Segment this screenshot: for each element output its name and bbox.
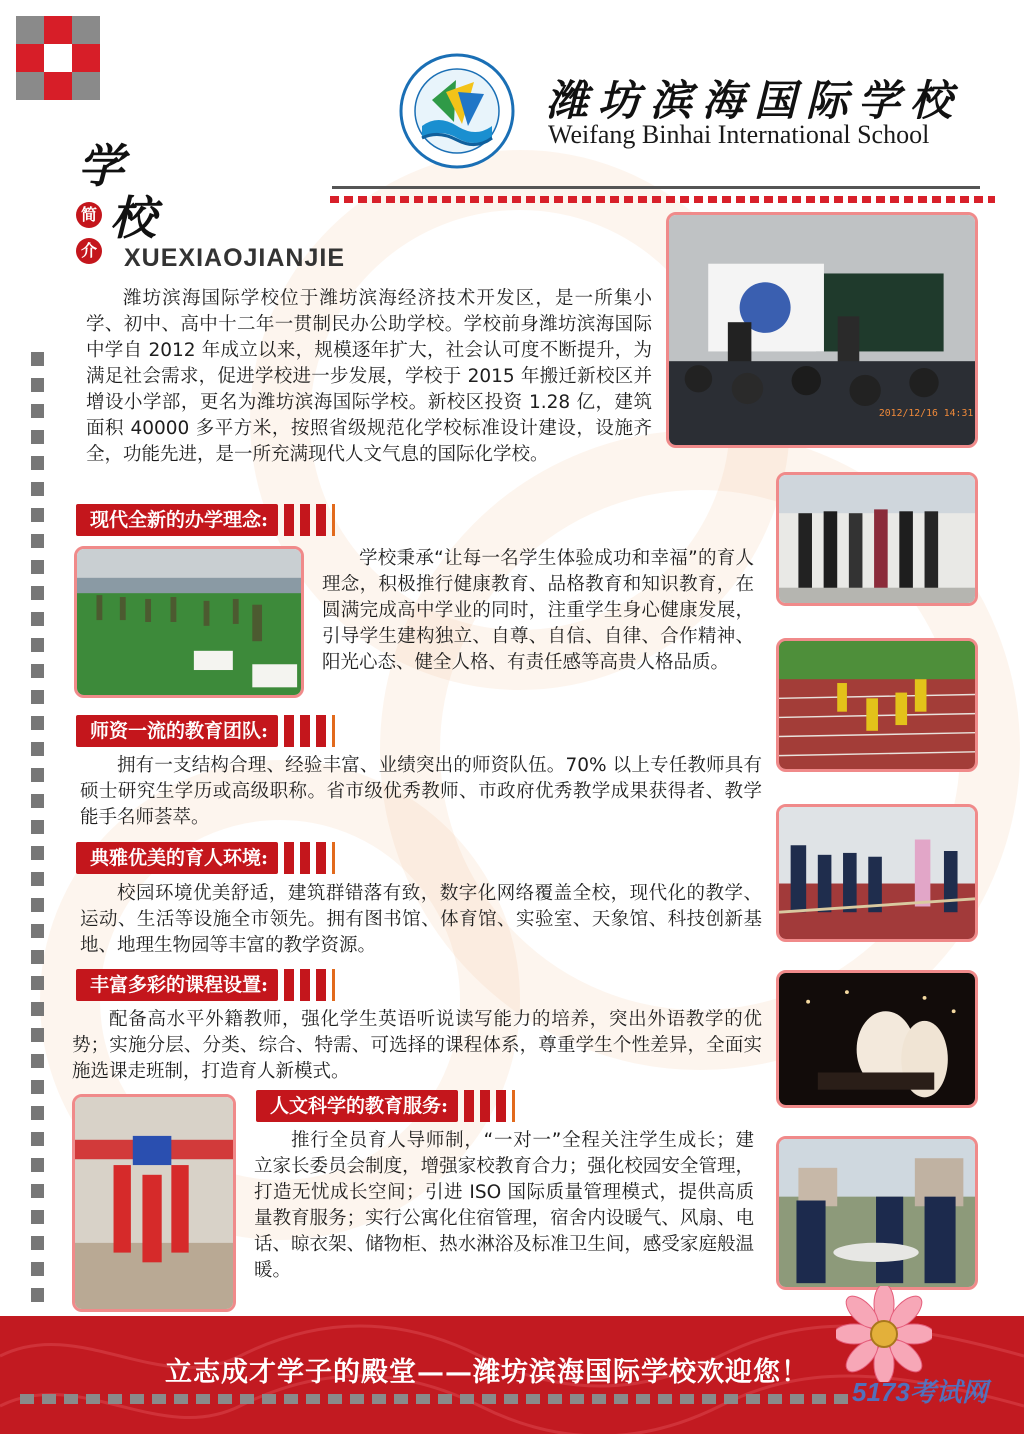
intro-title-char-1: 学 <box>78 139 124 193</box>
section-bar <box>316 969 326 1001</box>
photo-tug-of-war <box>776 804 978 942</box>
section-header-faculty <box>76 715 335 747</box>
header-divider <box>332 186 980 189</box>
section-header-service <box>256 1090 515 1122</box>
watermark: 5173考试网 <box>852 1377 988 1407</box>
photo-piano-performance <box>776 970 978 1108</box>
section-bar <box>300 504 310 536</box>
section-label: 人文科学的教育服务: <box>256 1090 458 1122</box>
section-header-curriculum <box>76 969 335 1001</box>
side-dashed-divider <box>31 352 44 1312</box>
photo-staff-group <box>776 472 978 606</box>
photo-timestamp: 2012/12/16 14:31 <box>878 407 974 419</box>
intro-title-char-2: 校 <box>110 191 156 245</box>
section-label: 现代全新的办学理念: <box>76 504 278 536</box>
section-bar <box>300 842 310 874</box>
section-label: 丰富多彩的课程设置: <box>76 969 278 1001</box>
section-bar <box>512 1090 515 1122</box>
section-bar <box>284 842 294 874</box>
school-emblem-icon <box>398 52 516 170</box>
photo-running-track <box>776 638 978 772</box>
photo-campus-students <box>776 1136 978 1290</box>
section-paragraph-environment: 校园环境优美舒适，建筑群错落有致，数字化网络覆盖全校，现代化的教学、运动、生活等设施全市领先。拥有图书馆、体育馆、实验室、天象馆、科技创新基地、地理生物园等丰富的教学资源。 <box>80 883 762 956</box>
section-label: 典雅优美的育人环境: <box>76 842 278 874</box>
section-bar <box>300 969 310 1001</box>
section-bar <box>316 842 326 874</box>
intro-paragraph: 潍坊滨海国际学校位于潍坊滨海经济技术开发区，是一所集小学、初中、高中十二年一贯制民办公助学校。学校前身潍坊滨海国际中学自 2012 年成立以来，规模逐年扩大，社会认可度不断提升，为满足社会需求，促进学校进一步发展，学校于 2015 年搬迁新校区并增设小学部，更名为潍坊滨海国际学校。新校区投资 1.28 亿，建筑面积 40000 多平方米，按照省级规范化学校标准设计建设，设施齐全，功能先进，是一所充满现代人文气息的国际化学校。 <box>86 288 652 465</box>
section-header-philosophy <box>76 504 335 536</box>
footer-slogan: 立志成才学子的殿堂——潍坊滨海国际学校欢迎您！ <box>165 1357 809 1388</box>
section-bar <box>300 715 310 747</box>
intro-pinyin: XUEXIAOJIANJIE <box>124 244 346 272</box>
section-bar <box>284 969 294 1001</box>
intro-badge-1: 简 <box>76 202 102 228</box>
section-paragraph-curriculum: 配备高水平外籍教师，强化学生英语听说读写能力的培养，突出外语教学的优势；实施分层、分类、综合、特需、可选择的课程体系，尊重学生个性差异，全面实施选课走班制，打造育人新模式。 <box>72 1009 762 1082</box>
section-bar <box>332 842 335 874</box>
intro-badge-2: 介 <box>76 238 102 264</box>
school-name-cn: 潍坊滨海国际学校 <box>546 76 963 125</box>
section-label: 师资一流的教育团队: <box>76 715 278 747</box>
section-bar <box>284 715 294 747</box>
footer-dashed-divider <box>20 1394 850 1404</box>
section-paragraph-philosophy: 学校秉承“让每一名学生体验成功和幸福”的育人理念，积极推行健康教育、品格教育和知识教育，在圆满完成高中学业的同时，注重学生身心健康发展，引导学生建构独立、自尊、自信、自律、合作精神、阳光心态、健全人格、有责任感等高贵人格品质。 <box>322 548 754 673</box>
section-bar <box>332 715 335 747</box>
photo-military-training <box>74 546 304 698</box>
section-header-environment <box>76 842 335 874</box>
section-bar <box>316 715 326 747</box>
school-name-en: Weifang Binhai International School <box>548 120 930 149</box>
section-bar <box>284 504 294 536</box>
section-paragraph-faculty: 拥有一支结构合理、经验丰富、业绩突出的师资队伍。70% 以上专任教师具有硕士研究生学历或高级职称。省市级优秀教师、市政府优秀教学成果获得者、教学能手名师荟萃。 <box>80 755 762 828</box>
section-bar <box>480 1090 490 1122</box>
photo-dance-team <box>72 1094 236 1312</box>
section-bar <box>316 504 326 536</box>
photo-classroom <box>666 212 978 448</box>
section-paragraph-service: 推行全员育人导师制，“一对一”全程关注学生成长；建立家长委员会制度，增强家校教育合力；强化校园安全管理，打造无忧成长空间；引进 ISO 国际质量管理模式，提供高质量教育服务；实行公寓化住宿管理，宿舍内设暖气、风扇、电话、晾衣架、储物柜、热水淋浴及标准卫生间，感受家庭般温暖。 <box>254 1130 754 1281</box>
section-bar <box>464 1090 474 1122</box>
flower-icon <box>836 1286 932 1382</box>
header-dashed-divider <box>330 196 995 203</box>
section-bar <box>496 1090 506 1122</box>
section-bar <box>332 504 335 536</box>
section-bar <box>332 969 335 1001</box>
